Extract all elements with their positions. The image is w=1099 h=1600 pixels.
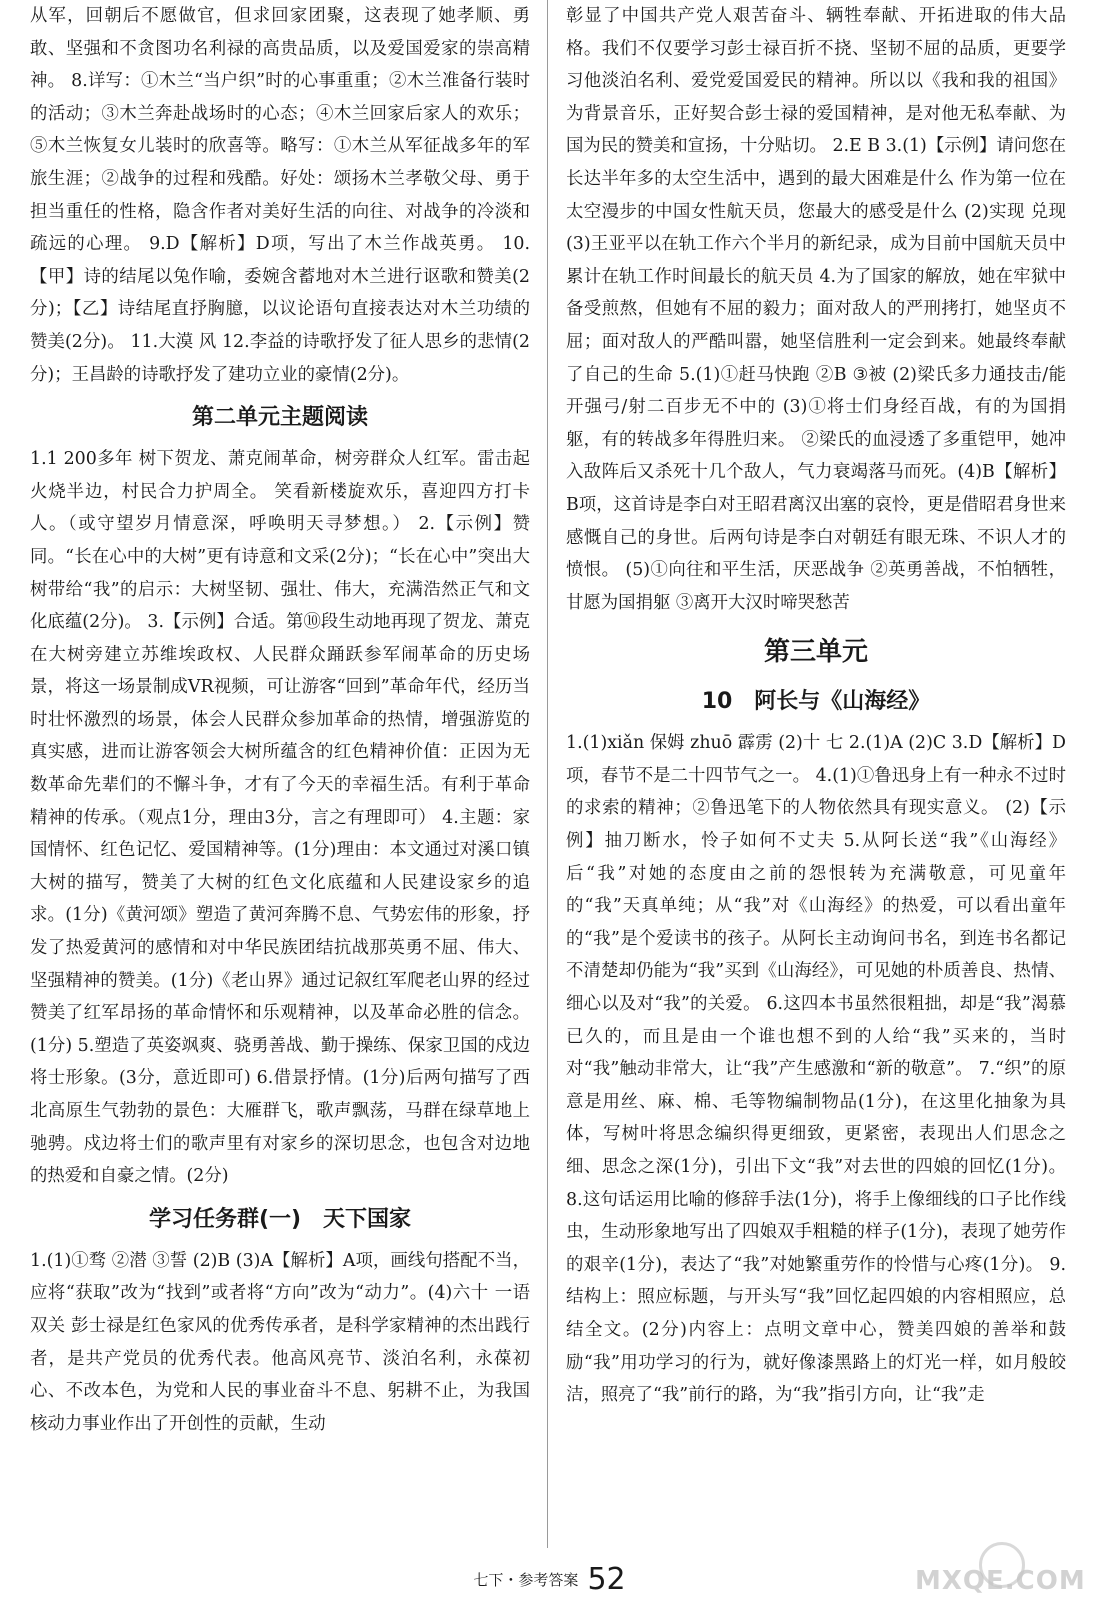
watermark-text: MXQE.COM bbox=[915, 1566, 1086, 1596]
page-number: 52 bbox=[587, 1562, 626, 1597]
section-heading: 第二单元主题阅读 bbox=[191, 405, 368, 431]
answer-paragraph: 从军，回朝后不愿做官，但求回家团聚，这表现了她孝顺、勇敢、坚强和不贪图功名利禄的高贵品质，以及爱国爱家的崇高精神。 8.详写：①木兰“当户织”时的心事重重；②木兰准备行装时的活动；③木兰奔赴战场时的心态；④木兰回家后家人的欢乐；⑤木兰恢复女儿装时的欣喜等。略写：①木兰从军征战多年的军旅生涯；②战争的过程和残酷。好处：颂扬木兰孝敬父母、勇于担当重任的性格，隐含作者对美好生活的向往、对战争的冷淡和疏远的心理。 9.D【解析】D项，写出了木兰作战英勇。 10.【甲】诗的结尾以兔作喻，委婉含蓄地对木兰进行讴歌和赞美(2分)；【乙】诗结尾直抒胸臆，以议论语句直接表达对木兰功绩的赞美(2分)。 11.大漠 风 12.李益的诗歌抒发了征人思乡的悲情(2分)；王昌龄的诗歌抒发了建功立业的豪情(2分)。 bbox=[30, 6, 530, 385]
left-column bbox=[30, 0, 530, 1562]
column-divider bbox=[547, 0, 548, 1548]
answer-paragraph: 1.(1)xiǎn 保姆 zhuō 霹雳 (2)十 七 2.(1)A (2)C 3.D【解析】D项，春节不是二十四节气之一。 4.(1)①鲁迅身上有一种永不过时的求索的精神；②鲁迅笔下的人物依然具有现实意义。 (2)【示例】抽刀断水，怜子如何不丈夫 5.从阿长送“我”《山海经》后“我”对她的态度由之前的怨恨转为充满敬意，可见童年的“我”天真单纯；从“我”对《山海经》的热爱，可以看出童年的“我”是个爱读书的孩子。从阿长主动询问书名，到连书名都记不清楚却仍能为“我”买到《山海经》，可见她的朴质善良、热情、细心以及对“我”的关爱。 6.这四本书虽然很粗拙，却是“我”渴慕已久的，而且是由一个谁也想不到的人给“我”买来的，当时对“我”触动非常大，让“我”产生感激和“新的敬意”。 7.“织”的原意是用丝、麻、棉、毛等物编制物品(1分)，在这里化抽象为具体，写树叶将思念编织得更细致，更紧密，表现出人们思念之细、思念之深(1分)，引出下文“我”对去世的四娘的回忆(1分)。 8.这句话运用比喻的修辞手法(1分)，将手上像细线的口子比作线虫，生动形象地写出了四娘双手粗糙的样子(1分)，表现了她劳作的艰辛(1分)，表达了“我”对她繁重劳作的怜惜与心疼(1分)。 9.结构上：照应标题，与开头写“我”回忆起四娘的内容相照应，总结全文。(2分)内容上：点明文章中心，赞美四娘的善举和鼓励“我”用功学习的行为，就好像漆黑路上的灯光一样，如月般皎洁，照亮了“我”前行的路，为“我”指引方向，让“我”走 bbox=[566, 733, 1066, 1406]
section-heading: 学习任务群(一) 天下国家 bbox=[148, 1206, 412, 1232]
answer-paragraph: 1.1 200多年 树下贺龙、萧克闹革命，树旁群众人红军。雷击起火烧半边，村民合力护周全。 笑看新楼旋欢乐，喜迎四方打卡人。（或守望岁月情意深，呼唤明天寻梦想。） 2.【示例】赞同。“长在心中的大树”更有诗意和文采(2分)；“长在心中”突出大树带给“我”的启示：大树坚韧、强壮、伟大，充满浩然正气和文化底蕴(2分)。 3.【示例】合适。第⑩段生动地再现了贺龙、萧克在大树旁建立苏维埃政权、人民群众踊跃参军闹革命的历史场景，将这一场景制成VR视频，可让游客“回到”革命年代，经历当时壮怀激烈的场景，体会人民群众参加革命的热情，增强游览的真实感，进而让游客领会大树所蕴含的红色精神价值：正因为无数革命先辈们的不懈斗争，才有了今天的幸福生活。有利于革命精神的传承。（观点1分，理由3分，言之有理即可） 4.主题：家国情怀、红色记忆、爱国精神等。(1分)理由：本文通过对溪口镇大树的描写，赞美了大树的红色文化底蕴和人民建设家乡的追求。(1分)《黄河颂》塑造了黄河奔腾不息、气势宏伟的形象，抒发了热爱黄河的感情和对中华民族团结抗战那英勇不屈、伟大、坚强精神的赞美。(1分)《老山界》通过记叙红军爬老山界的经过赞美了红军昂扬的革命情怀和乐观精神，以及革命必胜的信念。(1分) 5.塑造了英姿飒爽、骁勇善战、勤于操练、保家卫国的戍边将士形象。(3分，意近即可) 6.借景抒情。(1分)后两句描写了西北高原生气勃勃的景色：大雁群飞，歌声飘荡，马群在绿草地上驰骋。戍边将士们的歌声里有对家乡的深切思念，也包含对边地的热爱和自豪之情。(2分) bbox=[30, 449, 530, 1187]
unit-title: 第三单元 bbox=[763, 637, 868, 668]
answer-paragraph: 1.(1)①骛 ②潜 ③誓 (2)B (3)A【解析】A项，画线句搭配不当，应将“获取”改为“找到”或者将“方向”改为“动力”。(4)六十 一语双关 彭士禄是红色家风的优秀传承者，是科学家精神的杰出践行者，是共产党员的优秀代表。他高风亮节、淡泊名利，永葆初心、不改本色，为党和人民的事业奋斗不息、躬耕不止，为我国核动力事业作出了开创性的贡献，生动 bbox=[30, 1250, 530, 1434]
footer-label: 七下・参考答案 bbox=[473, 1571, 579, 1589]
section-heading: 10 阿长与《山海经》 bbox=[701, 689, 931, 715]
watermark-logo bbox=[915, 1542, 1085, 1596]
right-column bbox=[566, 0, 1066, 1562]
answer-paragraph: 彰显了中国共产党人艰苦奋斗、辆牲奉献、开拓进取的伟大品格。我们不仅要学习彭士禄百折不挠、坚韧不屈的品质，更要学习他淡泊名利、爱党爱国爱民的精神。所以以《我和我的祖国》为背景音乐，正好契合彭士禄的爱国精神，是对他无私奉献、为国为民的赞美和宣扬，十分贴切。 2.E B 3.(1)【示例】请问您在长达半年多的太空生活中，遇到的最大困难是什么 作为第一位在太空漫步的中国女性航天员，您最大的感受是什么 (2)实现 兑现 (3)王亚平以在轨工作六个半月的新纪录，成为目前中国航天员中累计在轨工作时间最长的航天员 4.为了国家的解放，她在牢狱中备受煎熬，但她有不屈的毅力；面对敌人的严刑拷打，她坚贞不屈；面对敌人的严酷叫嚣，她坚信胜利一定会到来。她最终奉献了自己的生命 5.(1)①赶马快跑 ②B ③被 (2)梁氏多力通技击/能开强弓/射二百步无不中的 (3)①将士们身经百战，有的为国捐躯，有的转战多年得胜归来。 ②梁氏的血浸透了多重铠甲，她冲入敌阵后又杀死十几个敌人，气力衰竭落马而死。(4)B【解析】B项，这首诗是李白对王昭君离汉出塞的哀怜，更是借昭君身世来感慨自己的身世。后两句诗是李白对朝廷有眼无珠、不识人才的愤恨。 (5)①向往和平生活，厌恶战争 ②英勇善战，不怕牺牲，甘愿为国捐躯 ③离开大汉时啼哭愁苦 bbox=[566, 6, 1066, 613]
